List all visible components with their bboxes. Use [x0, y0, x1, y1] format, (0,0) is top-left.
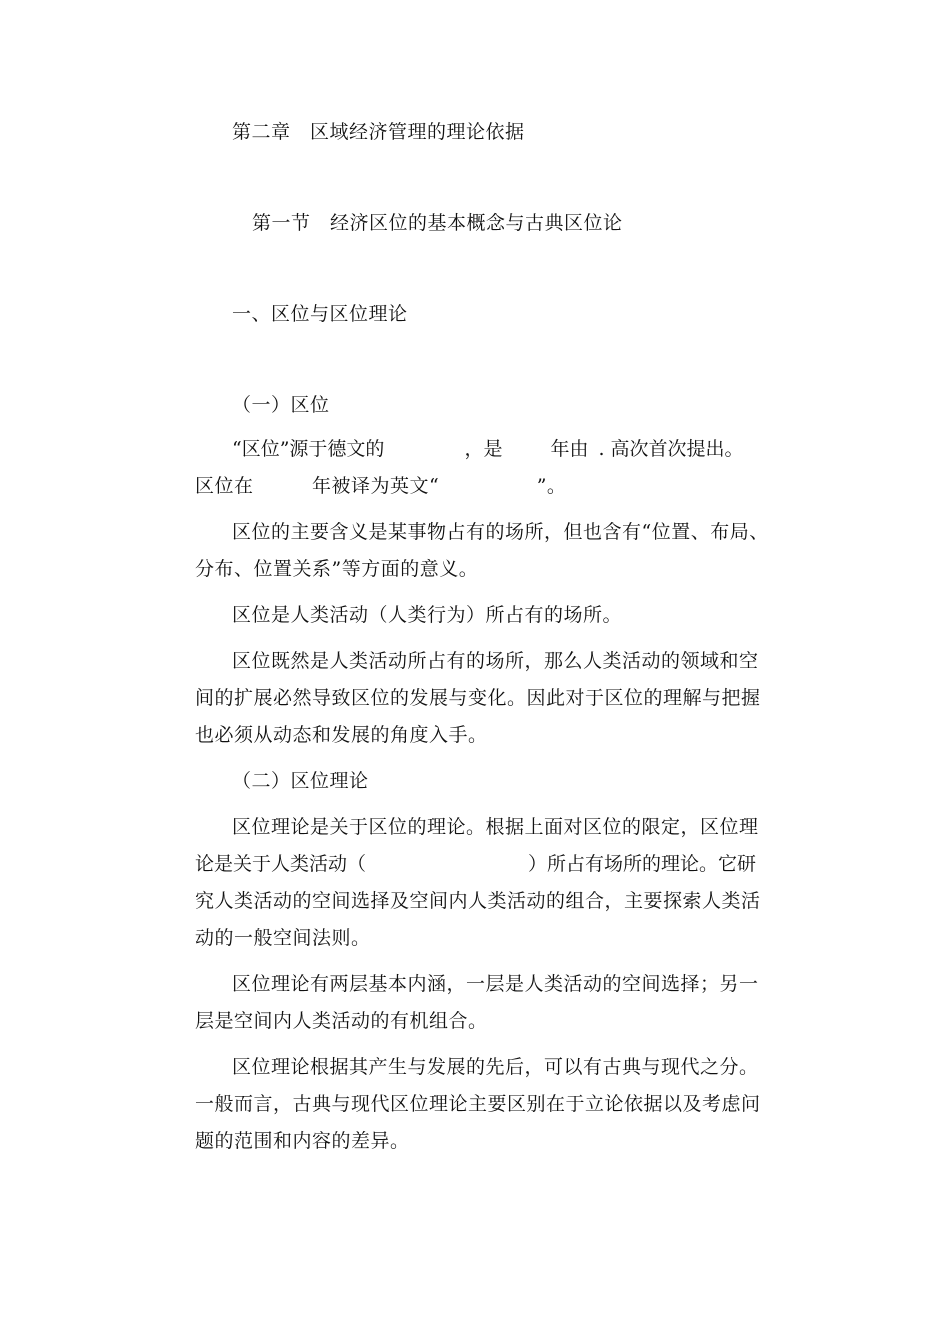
p1-fragment-3: 年由 — [550, 438, 589, 460]
paragraph-4-line-1: 区位既然是人类活动所占有的场所，那么人类活动的领域和空 — [232, 650, 759, 672]
p1-fragment-2: ，是 — [464, 438, 503, 460]
paragraph-7-line-2: 一般而言，古典与现代区位理论主要区别在于立论依据以及考虑问 — [195, 1093, 761, 1115]
paragraph-1-line-1 — [232, 437, 757, 461]
paragraph-7-line-3: 题的范围和内容的差异。 — [195, 1130, 410, 1152]
paragraph-3-line-1: 区位是人类活动（人类行为）所占有的场所。 — [232, 604, 623, 626]
paragraph-4-line-2: 间的扩展必然导致区位的发展与变化。因此对于区位的理解与把握 — [195, 687, 761, 709]
p1-fragment-4: . 高次首次提出。 — [598, 438, 744, 460]
p1-fragment-1: “区位”源于德文的 — [232, 438, 385, 460]
paragraph-6-line-1: 区位理论有两层基本内涵，一层是人类活动的空间选择；另一 — [232, 973, 759, 995]
paragraph-2-line-2: 分布、位置关系”等方面的意义。 — [195, 558, 479, 580]
sub-heading-2: （二）区位理论 — [232, 770, 369, 792]
chapter-title: 第二章 区域经济管理的理论依据 — [232, 121, 525, 143]
paragraph-5-line-2 — [195, 852, 756, 876]
paragraph-5-line-3: 究人类活动的空间选择及空间内人类活动的组合，主要探索人类活 — [195, 890, 761, 912]
section-title: 第一节 经济区位的基本概念与古典区位论 — [252, 212, 623, 234]
paragraph-5-line-1: 区位理论是关于区位的理论。根据上面对区位的限定，区位理 — [232, 816, 759, 838]
paragraph-6-line-2: 层是空间内人类活动的有机组合。 — [195, 1010, 488, 1032]
p5-fragment-2: ）所占有场所的理论。它研 — [527, 853, 756, 875]
paragraph-1-line-2: 区位在 年被译为英文“ ”。 — [195, 475, 567, 497]
p5-fragment-1: 论是关于人类活动（ — [195, 853, 367, 875]
paragraph-7-line-1: 区位理论根据其产生与发展的先后，可以有古典与现代之分。 — [232, 1056, 759, 1078]
paragraph-2-line-1: 区位的主要含义是某事物占有的场所，但也含有“位置、布局、 — [232, 521, 769, 543]
sub-heading-1: （一）区位 — [232, 394, 330, 416]
paragraph-4-line-3: 也必须从动态和发展的角度入手。 — [195, 724, 488, 746]
heading-1: 一、区位与区位理论 — [232, 303, 408, 325]
paragraph-5-line-4: 动的一般空间法则。 — [195, 927, 371, 949]
